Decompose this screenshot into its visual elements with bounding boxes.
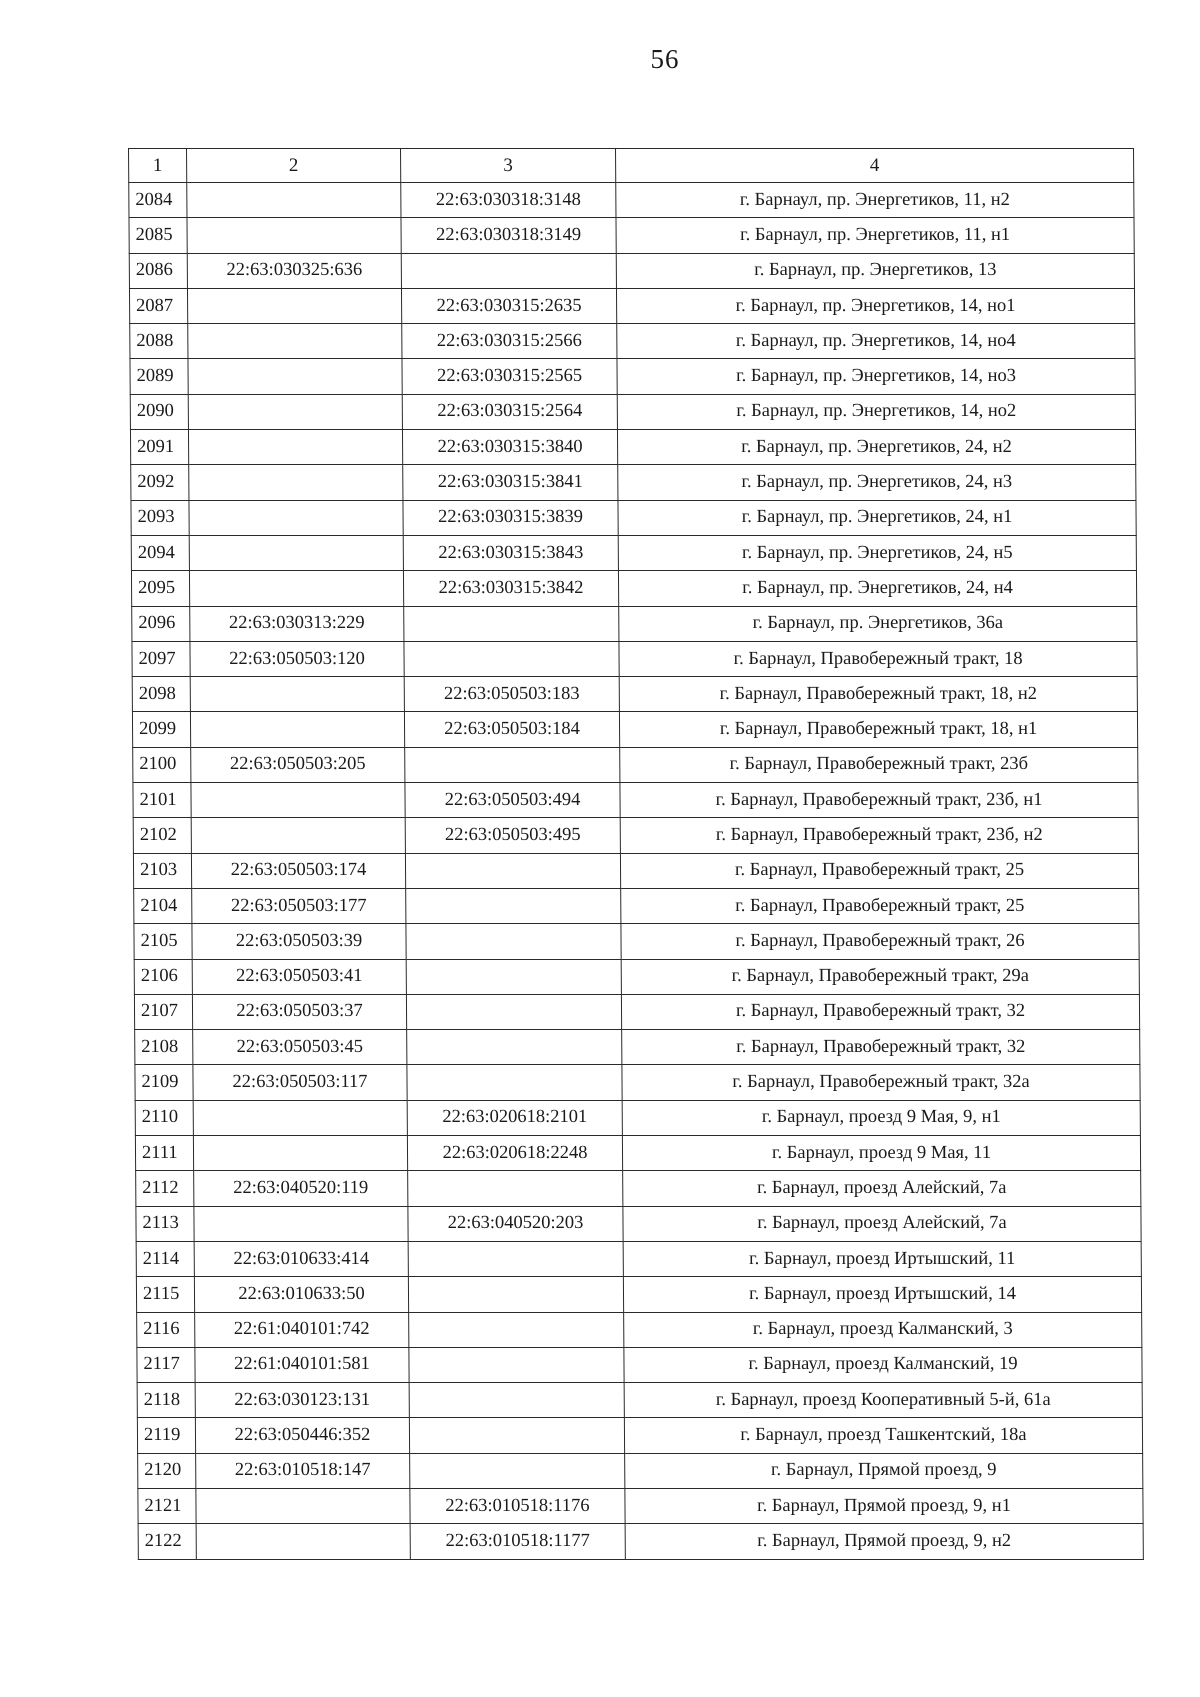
table-row [133,853,1138,888]
building-cadastral-number-cell: 22:63:050503:184 [404,712,619,747]
table-row [133,783,1138,818]
building-cadastral-number-cell [406,888,621,923]
row-number-cell: 2088 [130,324,188,359]
land-cadastral-number-cell: 22:63:050446:352 [195,1418,409,1453]
address-cell: г. Барнаул, проезд Калманский, 3 [624,1312,1142,1347]
address-cell: г. Барнаул, пр. Энергетиков, 24, н1 [618,500,1136,535]
land-cadastral-number-cell: 22:63:050503:41 [192,959,406,994]
land-cadastral-number-cell: 22:63:050503:39 [192,924,406,959]
table-row [131,535,1136,570]
building-cadastral-number-cell [406,924,621,959]
building-cadastral-number-cell [404,606,619,641]
row-number-cell: 2102 [133,818,191,853]
table-row [135,1136,1140,1171]
row-number-cell: 2111 [135,1136,193,1171]
building-cadastral-number-cell [409,1383,624,1418]
row-number-cell: 2087 [129,288,187,323]
table-row [133,818,1138,853]
building-cadastral-number-cell: 22:63:030315:2565 [402,359,617,394]
property-register-table [128,148,1144,1560]
row-number-cell: 2094 [131,535,189,570]
table-body [129,149,1144,1560]
table-row [134,994,1139,1029]
building-cadastral-number-cell: 22:63:030318:3148 [401,183,616,218]
row-number-cell: 2109 [135,1065,193,1100]
land-cadastral-number-cell [187,288,401,323]
address-cell: г. Барнаул, пр. Энергетиков, 14, но2 [617,394,1135,429]
table-row [129,218,1134,253]
address-cell: г. Барнаул, пр. Энергетиков, 13 [616,253,1134,288]
table-row [137,1347,1142,1382]
address-cell: г. Барнаул, Правобережный тракт, 18, н1 [619,712,1137,747]
land-cadastral-number-cell [191,818,405,853]
address-cell: г. Барнаул, проезд Ташкентский, 18а [624,1418,1142,1453]
building-cadastral-number-cell [405,853,620,888]
land-cadastral-number-cell [188,359,402,394]
row-number-cell: 2105 [134,924,192,959]
row-number-cell: 2110 [135,1100,193,1135]
address-cell: г. Барнаул, проезд Иртышский, 11 [623,1241,1141,1276]
row-number-cell: 2120 [138,1453,196,1488]
address-cell: г. Барнаул, Правобережный тракт, 25 [621,888,1139,923]
building-cadastral-number-cell [408,1241,623,1276]
table-row [131,571,1136,606]
land-cadastral-number-cell: 22:63:050503:177 [192,888,406,923]
header-cell-col-4: 4 [616,149,1134,183]
row-number-cell: 2122 [138,1524,196,1559]
table-row [137,1312,1142,1347]
land-cadastral-number-cell [189,465,403,500]
address-cell: г. Барнаул, Правобережный тракт, 32а [622,1065,1140,1100]
land-cadastral-number-cell: 22:63:030123:131 [195,1383,409,1418]
building-cadastral-number-cell: 22:63:050503:183 [404,677,619,712]
address-cell: г. Барнаул, проезд Алейский, 7а [623,1171,1141,1206]
row-number-cell: 2116 [137,1312,195,1347]
land-cadastral-number-cell [196,1524,410,1559]
address-cell: г. Барнаул, проезд 9 Мая, 9, н1 [622,1100,1140,1135]
row-number-cell: 2100 [133,747,191,782]
address-cell: г. Барнаул, Правобережный тракт, 26 [621,924,1139,959]
row-number-cell: 2104 [134,888,192,923]
table-row [138,1524,1143,1559]
address-cell: г. Барнаул, проезд Алейский, 7а [623,1206,1141,1241]
land-cadastral-number-cell [190,712,404,747]
land-cadastral-number-cell: 22:63:040520:119 [194,1171,408,1206]
building-cadastral-number-cell: 22:63:030315:3841 [403,465,618,500]
land-cadastral-number-cell [189,571,403,606]
building-cadastral-number-cell: 22:63:030315:3843 [403,535,618,570]
building-cadastral-number-cell: 22:63:020618:2248 [407,1136,622,1171]
row-number-cell: 2119 [137,1418,195,1453]
table-row [129,183,1134,218]
row-number-cell: 2085 [129,218,187,253]
table-row [132,677,1137,712]
land-cadastral-number-cell: 22:63:010633:414 [194,1241,408,1276]
header-cell-col-1: 1 [129,149,187,183]
table-row [137,1383,1142,1418]
land-cadastral-number-cell: 22:63:010518:147 [196,1453,410,1488]
row-number-cell: 2107 [134,994,192,1029]
building-cadastral-number-cell: 22:63:040520:203 [408,1206,623,1241]
address-cell: г. Барнаул, пр. Энергетиков, 36а [619,606,1137,641]
building-cadastral-number-cell [407,1030,622,1065]
table-row [132,712,1137,747]
row-number-cell: 2117 [137,1347,195,1382]
land-cadastral-number-cell: 22:63:050503:117 [193,1065,407,1100]
row-number-cell: 2091 [130,430,188,465]
address-cell: г. Барнаул, пр. Энергетиков, 11, н2 [616,183,1134,218]
row-number-cell: 2089 [130,359,188,394]
building-cadastral-number-cell: 22:63:030315:2566 [402,324,617,359]
table-row [134,924,1139,959]
building-cadastral-number-cell: 22:63:030318:3149 [401,218,616,253]
address-cell: г. Барнаул, пр. Энергетиков, 14, но3 [617,359,1135,394]
address-cell: г. Барнаул, Правобережный тракт, 29а [621,959,1139,994]
row-number-cell: 2113 [136,1206,194,1241]
address-cell: г. Барнаул, пр. Энергетиков, 24, н3 [618,465,1136,500]
land-cadastral-number-cell [196,1488,410,1523]
building-cadastral-number-cell [401,253,616,288]
land-cadastral-number-cell [191,783,405,818]
table-row [135,1030,1140,1065]
table-row [136,1171,1141,1206]
land-cadastral-number-cell: 22:63:050503:45 [193,1030,407,1065]
address-cell: г. Барнаул, Прямой проезд, 9 [625,1453,1143,1488]
building-cadastral-number-cell: 22:63:030315:3840 [402,430,617,465]
address-cell: г. Барнаул, Прямой проезд, 9, н1 [625,1488,1143,1523]
building-cadastral-number-cell [406,994,621,1029]
land-cadastral-number-cell [193,1100,407,1135]
table-row [136,1277,1141,1312]
building-cadastral-number-cell [409,1418,624,1453]
building-cadastral-number-cell: 22:63:010518:1176 [410,1488,625,1523]
address-cell: г. Барнаул, Прямой проезд, 9, н2 [625,1524,1143,1559]
table-row [131,500,1136,535]
table-row [133,747,1138,782]
header-cell-col-2: 2 [187,149,401,183]
land-cadastral-number-cell [188,430,402,465]
table-row [129,253,1134,288]
land-cadastral-number-cell: 22:63:050503:37 [192,994,406,1029]
table-row [131,465,1136,500]
building-cadastral-number-cell [406,959,621,994]
building-cadastral-number-cell: 22:63:020618:2101 [407,1100,622,1135]
table-row [134,959,1139,994]
address-cell: г. Барнаул, пр. Энергетиков, 24, н5 [618,535,1136,570]
building-cadastral-number-cell: 22:63:050503:494 [405,783,620,818]
header-cell-col-3: 3 [401,149,616,183]
building-cadastral-number-cell [405,747,620,782]
land-cadastral-number-cell: 22:63:050503:120 [190,641,404,676]
building-cadastral-number-cell: 22:63:050503:495 [405,818,620,853]
table-row [132,606,1137,641]
address-cell: г. Барнаул, пр. Энергетиков, 11, н1 [616,218,1134,253]
table-row [132,641,1137,676]
address-cell: г. Барнаул, проезд Иртышский, 14 [623,1277,1141,1312]
table-row [137,1418,1142,1453]
table-row [130,324,1135,359]
row-number-cell: 2084 [129,183,187,218]
building-cadastral-number-cell [409,1347,624,1382]
table-row [138,1453,1143,1488]
table-header-row [129,149,1134,183]
land-cadastral-number-cell [190,677,404,712]
table-row [130,394,1135,429]
building-cadastral-number-cell [407,1065,622,1100]
row-number-cell: 2090 [130,394,188,429]
table-row [135,1100,1140,1135]
table-row [129,288,1134,323]
building-cadastral-number-cell: 22:63:030315:3842 [403,571,618,606]
row-number-cell: 2098 [132,677,190,712]
address-cell: г. Барнаул, пр. Энергетиков, 24, н4 [618,571,1136,606]
address-cell: г. Барнаул, Правобережный тракт, 32 [621,994,1139,1029]
land-cadastral-number-cell [194,1206,408,1241]
row-number-cell: 2096 [132,606,190,641]
land-cadastral-number-cell: 22:63:050503:205 [191,747,405,782]
address-cell: г. Барнаул, Правобережный тракт, 23б [620,747,1138,782]
row-number-cell: 2095 [131,571,189,606]
row-number-cell: 2108 [135,1030,193,1065]
row-number-cell: 2103 [133,853,191,888]
address-cell: г. Барнаул, пр. Энергетиков, 24, н2 [617,430,1135,465]
address-cell: г. Барнаул, Правобережный тракт, 32 [622,1030,1140,1065]
land-cadastral-number-cell: 22:63:030325:636 [187,253,401,288]
land-cadastral-number-cell [193,1136,407,1171]
building-cadastral-number-cell [404,641,619,676]
land-cadastral-number-cell: 22:61:040101:581 [195,1347,409,1382]
building-cadastral-number-cell [408,1171,623,1206]
land-cadastral-number-cell: 22:61:040101:742 [195,1312,409,1347]
address-cell: г. Барнаул, Правобережный тракт, 18 [619,641,1137,676]
address-cell: г. Барнаул, Правобережный тракт, 23б, н2 [620,818,1138,853]
row-number-cell: 2106 [134,959,192,994]
table-row [138,1488,1143,1523]
row-number-cell: 2099 [132,712,190,747]
table-row [135,1065,1140,1100]
row-number-cell: 2086 [129,253,187,288]
table-row [134,888,1139,923]
address-cell: г. Барнаул, Правобережный тракт, 25 [620,853,1138,888]
address-cell: г. Барнаул, пр. Энергетиков, 14, но4 [617,324,1135,359]
building-cadastral-number-cell [409,1312,624,1347]
page-number: 56 [650,44,680,74]
table-row [130,359,1135,394]
table-row [130,430,1135,465]
table-row [136,1206,1141,1241]
building-cadastral-number-cell: 22:63:030315:3839 [403,500,618,535]
building-cadastral-number-cell [408,1277,623,1312]
row-number-cell: 2101 [133,783,191,818]
building-cadastral-number-cell [410,1453,625,1488]
land-cadastral-number-cell [188,324,402,359]
building-cadastral-number-cell: 22:63:010518:1177 [410,1524,625,1559]
row-number-cell: 2114 [136,1241,194,1276]
address-cell: г. Барнаул, проезд Калманский, 19 [624,1347,1142,1382]
land-cadastral-number-cell [189,500,403,535]
row-number-cell: 2097 [132,641,190,676]
row-number-cell: 2092 [131,465,189,500]
address-cell: г. Барнаул, Правобережный тракт, 18, н2 [619,677,1137,712]
address-cell: г. Барнаул, проезд Кооперативный 5-й, 61а [624,1383,1142,1418]
land-cadastral-number-cell: 22:63:010633:50 [194,1277,408,1312]
address-cell: г. Барнаул, пр. Энергетиков, 14, но1 [616,288,1134,323]
row-number-cell: 2115 [136,1277,194,1312]
land-cadastral-number-cell: 22:63:050503:174 [191,853,405,888]
row-number-cell: 2112 [136,1171,194,1206]
land-cadastral-number-cell [188,394,402,429]
row-number-cell: 2093 [131,500,189,535]
land-cadastral-number-cell [187,183,401,218]
address-cell: г. Барнаул, Правобережный тракт, 23б, н1 [620,783,1138,818]
building-cadastral-number-cell: 22:63:030315:2564 [402,394,617,429]
table-row [136,1241,1141,1276]
land-cadastral-number-cell [187,218,401,253]
land-cadastral-number-cell: 22:63:030313:229 [190,606,404,641]
address-cell: г. Барнаул, проезд 9 Мая, 11 [622,1136,1140,1171]
row-number-cell: 2121 [138,1488,196,1523]
row-number-cell: 2118 [137,1383,195,1418]
building-cadastral-number-cell: 22:63:030315:2635 [401,288,616,323]
land-cadastral-number-cell [189,535,403,570]
